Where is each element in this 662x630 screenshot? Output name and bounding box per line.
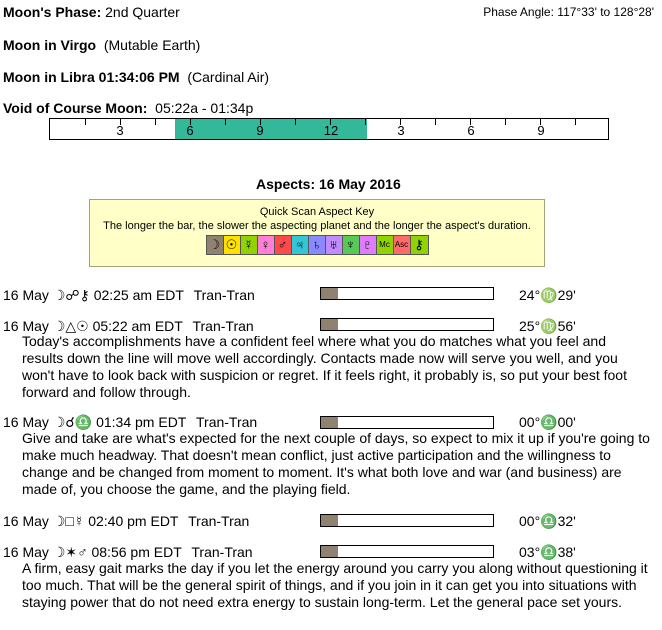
aspect-description: Today's accomplishments have a confident feel where what you do matches what you feel and results down the line will move well accordingly. Contacts made now will serve you well, and you won't have to look back with suspicion or regret. If it feels right, it probably is, so put your best foot forward and follow through. bbox=[22, 333, 627, 400]
moon-ingress-label: Moon in Libra 01:34:06 PM bbox=[3, 69, 180, 85]
planet-key-swatch: ♇ bbox=[360, 236, 377, 254]
aspect-description: A firm, easy gait marks the day if you let the energy around you carry you along without questioning it too much. That will be the general spirit of things, and if you join in it can get you into situations with staying power that do not need extra energy to sustain long-term. Let the general pace set yours. bbox=[22, 560, 648, 610]
timeline-label: 6 bbox=[186, 123, 194, 138]
aspects-title: Aspects: 16 May 2016 bbox=[256, 176, 401, 192]
aspect-time: 05:22 am EDT bbox=[92, 318, 183, 334]
aspect-position: 00°♎32' bbox=[519, 513, 576, 529]
timeline-label: 9 bbox=[537, 123, 545, 138]
aspect-type: Tran-Tran bbox=[191, 544, 253, 560]
void-timeline bbox=[49, 118, 609, 140]
aspect-time: 08:56 pm EDT bbox=[91, 544, 182, 560]
duration-bar bbox=[320, 416, 494, 429]
moon-sign bbox=[3, 37, 200, 53]
aspect-row bbox=[3, 414, 257, 431]
moon-phase-label: Moon's Phase: bbox=[3, 4, 102, 20]
aspect-row bbox=[3, 513, 249, 530]
aspect-glyphs: ☽☍⚷ bbox=[52, 287, 90, 303]
aspect-type: Tran-Tran bbox=[196, 414, 258, 430]
aspect-glyphs: ☽□☿ bbox=[52, 513, 85, 529]
aspect-description: Give and take are what's expected for the next couple of days, so expect to mix it up if you're going to make much headway. That doesn't mean conflict, just active participation and the willingness to change and be changed from moment to moment. It's what both love and war (and business) are made of, you choose the game, and the playing field. bbox=[22, 430, 650, 497]
timeline-label: 3 bbox=[397, 123, 405, 138]
planet-key-swatch: ☽ bbox=[207, 236, 224, 254]
duration-bar bbox=[320, 545, 494, 558]
duration-bar bbox=[320, 318, 494, 331]
timeline-label: 12 bbox=[323, 123, 339, 138]
planet-key-swatch: ♅ bbox=[326, 236, 343, 254]
aspect-row bbox=[3, 544, 253, 561]
planet-key-swatch: ☉ bbox=[224, 236, 241, 254]
aspect-date: 16 May bbox=[3, 513, 49, 529]
aspect-time: 01:34 pm EDT bbox=[96, 414, 187, 430]
voc-value: 05:22a - 01:34p bbox=[155, 100, 254, 116]
moon-sign-label: Moon in Virgo bbox=[3, 37, 97, 53]
moon-phase-value: 2nd Quarter bbox=[105, 4, 180, 20]
aspect-date: 16 May bbox=[3, 544, 49, 560]
aspect-type: Tran-Tran bbox=[192, 318, 254, 334]
duration-bar bbox=[320, 514, 494, 527]
aspect-date: 16 May bbox=[3, 414, 49, 430]
aspect-time: 02:40 pm EDT bbox=[88, 513, 179, 529]
aspect-position: 25°♍56' bbox=[519, 318, 576, 334]
aspect-key-title: Quick Scan Aspect Key bbox=[259, 206, 375, 218]
voc-label: Void of Course Moon: bbox=[3, 100, 148, 116]
aspect-position: 00°♎00' bbox=[519, 414, 576, 430]
moon-sign-value: (Mutable Earth) bbox=[103, 37, 201, 53]
timeline-label: 3 bbox=[116, 123, 124, 138]
phase-angle-value: 117°33' to 128°28' bbox=[557, 5, 654, 19]
planet-key-swatch: Asc bbox=[394, 236, 411, 254]
aspect-glyphs: ☽✶♂ bbox=[52, 544, 88, 560]
phase-angle bbox=[483, 5, 654, 19]
aspect-date: 16 May bbox=[3, 318, 49, 334]
moon-phase bbox=[3, 4, 180, 20]
phase-angle-label: Phase Angle: bbox=[483, 5, 554, 19]
timeline-label: 6 bbox=[467, 123, 475, 138]
aspect-position: 24°♍29' bbox=[519, 287, 576, 303]
aspect-key-description: The longer the bar, the slower the aspecting planet and the longer the aspect's duration. bbox=[103, 220, 531, 232]
aspect-time: 02:25 am EDT bbox=[93, 287, 184, 303]
aspect-type: Tran-Tran bbox=[188, 513, 250, 529]
aspect-date: 16 May bbox=[3, 287, 49, 303]
planet-key-swatch: ♆ bbox=[343, 236, 360, 254]
aspect-row bbox=[3, 287, 255, 304]
aspect-glyphs: ☽☌♎ bbox=[52, 414, 93, 430]
planet-key-swatch: ♀ bbox=[258, 236, 275, 254]
aspect-type: Tran-Tran bbox=[193, 287, 255, 303]
planet-color-key bbox=[206, 235, 429, 255]
moon-ingress-value: (Cardinal Air) bbox=[187, 69, 270, 85]
void-of-course bbox=[3, 100, 253, 116]
planet-key-swatch: ♂ bbox=[275, 236, 292, 254]
aspect-glyphs: ☽△☉ bbox=[52, 318, 89, 334]
moon-ingress bbox=[3, 69, 269, 85]
timeline-label: 9 bbox=[256, 123, 264, 138]
planet-key-swatch: ♃ bbox=[292, 236, 309, 254]
duration-bar bbox=[320, 287, 494, 300]
planet-key-swatch: Mc bbox=[377, 236, 394, 254]
aspect-position: 03°♎38' bbox=[519, 544, 576, 560]
aspect-key-box bbox=[89, 199, 545, 267]
planet-key-swatch: ☿ bbox=[241, 236, 258, 254]
planet-key-swatch: ♄ bbox=[309, 236, 326, 254]
planet-key-swatch: ⚷ bbox=[411, 236, 428, 254]
